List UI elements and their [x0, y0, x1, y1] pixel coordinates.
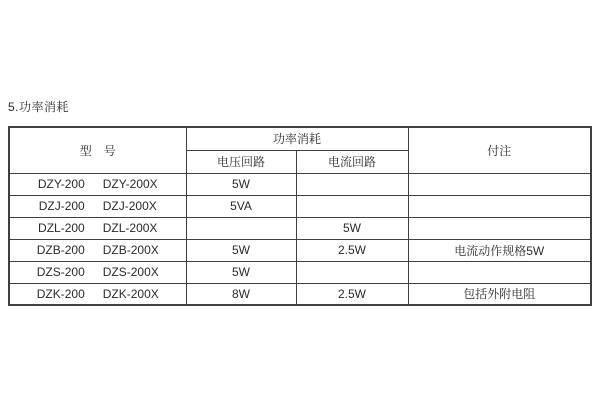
model-cell	[9, 261, 186, 283]
voltage-cell: 5VA	[186, 195, 296, 217]
model-primary: DZJ-200	[38, 199, 85, 213]
model-pair	[38, 177, 158, 191]
table-row	[9, 173, 591, 195]
model-variant: DZY-200X	[102, 177, 158, 191]
table-header-row-top	[9, 127, 591, 150]
voltage-cell: 5W	[186, 261, 296, 283]
model-cell	[9, 195, 186, 217]
current-cell	[296, 173, 408, 195]
current-cell	[296, 261, 408, 283]
current-cell: 5W	[296, 217, 408, 239]
model-variant: DZL-200X	[102, 221, 158, 235]
header-current-circuit: 电流回路	[296, 150, 408, 173]
note-cell	[408, 261, 591, 283]
table-row	[9, 283, 591, 305]
header-voltage-circuit: 电压回路	[186, 150, 296, 173]
note-cell: 包括外附电阻	[408, 283, 591, 305]
model-pair	[37, 265, 159, 279]
model-pair	[37, 287, 159, 301]
model-cell	[9, 173, 186, 195]
model-cell	[9, 283, 186, 305]
model-cell	[9, 217, 186, 239]
model-pair	[37, 243, 159, 257]
note-cell	[408, 195, 591, 217]
voltage-cell: 5W	[186, 239, 296, 261]
table-row	[9, 195, 591, 217]
model-pair	[39, 199, 157, 213]
table-row	[9, 261, 591, 283]
current-cell: 2.5W	[296, 283, 408, 305]
table-row	[9, 217, 591, 239]
section-title: 5.功率消耗	[8, 100, 70, 114]
model-variant: DZB-200X	[102, 243, 159, 257]
model-primary: DZB-200	[36, 243, 85, 257]
model-variant: DZK-200X	[102, 286, 159, 301]
model-primary: DZL-200	[38, 221, 85, 235]
table-row	[9, 239, 591, 261]
note-cell	[408, 217, 591, 239]
power-consumption-table	[8, 126, 592, 306]
voltage-cell: 5W	[186, 173, 296, 195]
model-variant: DZS-200X	[102, 265, 159, 279]
current-cell: 2.5W	[296, 239, 408, 261]
header-note: 付注	[408, 127, 591, 173]
model-primary: DZS-200	[36, 265, 85, 279]
voltage-cell	[186, 217, 296, 239]
model-primary: DZK-200	[36, 286, 85, 301]
voltage-cell: 8W	[186, 283, 296, 305]
model-pair	[38, 221, 157, 235]
header-model: 型 号	[9, 127, 186, 173]
note-cell: 电流动作规格5W	[408, 239, 591, 261]
header-power-group: 功率消耗	[186, 127, 408, 150]
current-cell	[296, 195, 408, 217]
model-cell	[9, 239, 186, 261]
note-cell	[408, 173, 591, 195]
model-variant: DZJ-200X	[102, 199, 157, 213]
model-primary: DZY-200	[37, 177, 85, 191]
